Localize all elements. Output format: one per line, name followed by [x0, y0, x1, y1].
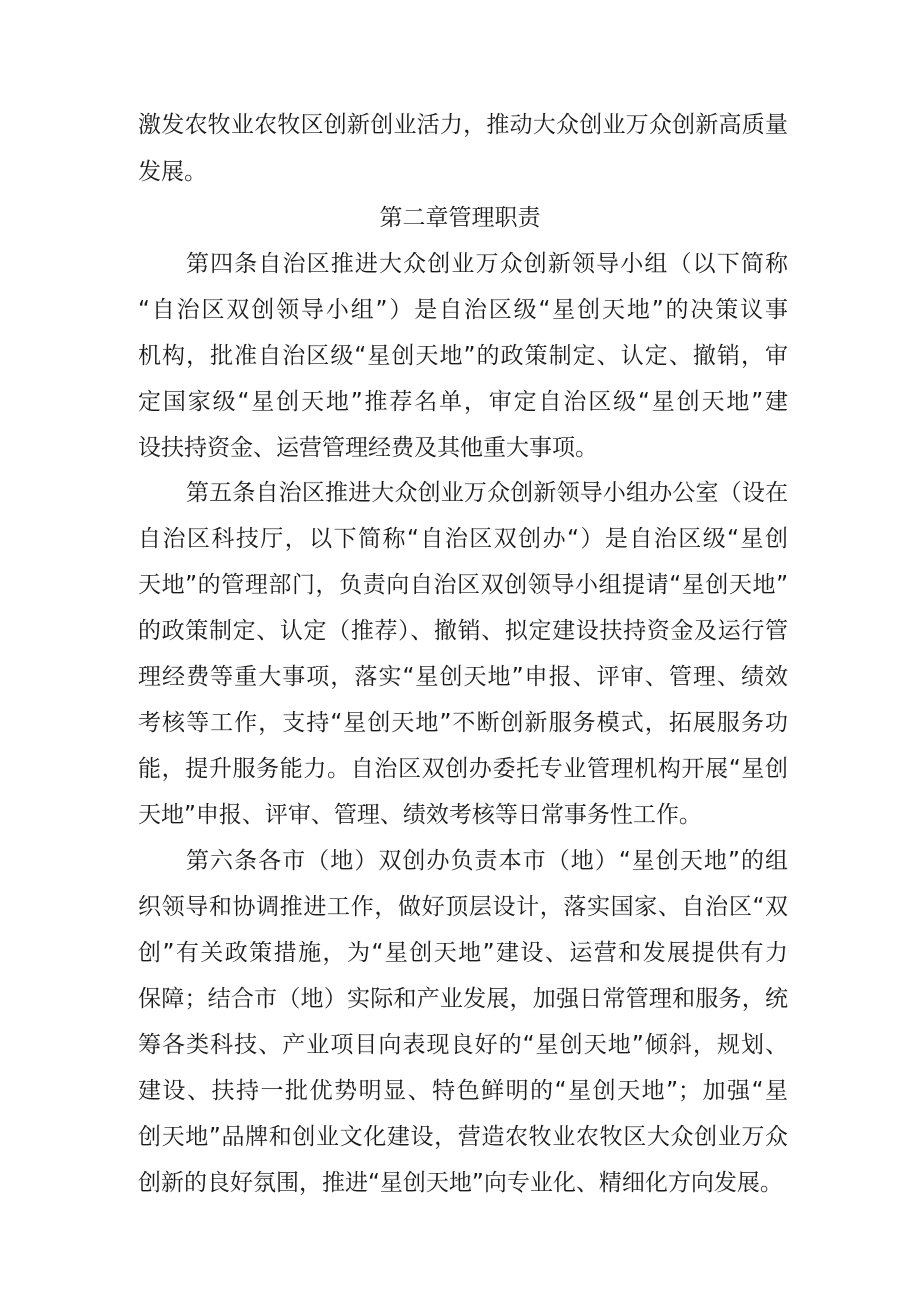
- article-6-label: 第六条: [186, 848, 259, 874]
- article-5-line-7: 能，提升服务能力。自治区双创办委托专业管理机构开展“星创: [138, 756, 788, 782]
- article-4-first-line: [186, 242, 788, 286]
- article-6-line-5: 筹各类科技、产业项目向表现良好的“星创天地”倾斜，规划、: [138, 1032, 788, 1058]
- article-6-line-3: 创”有关政策措施，为“星创天地”建设、运营和发展提供有力: [138, 940, 788, 966]
- article-6-line-4: 保障；结合市（地）实际和产业发展，加强日常管理和服务，统: [138, 986, 788, 1012]
- article-4-line-4: 定国家级“星创天地”推荐名单，审定自治区级“星创天地”建: [138, 389, 788, 415]
- article-5-line-4: 的政策制定、认定（推荐）、撤销、拟定建设扶持资金及运行管: [138, 618, 788, 644]
- article-6-first-line: [186, 839, 788, 883]
- article-5-line-2: 自治区科技厅，以下简称“自治区双创办“）是自治区级“星创: [138, 526, 788, 552]
- article-6-line-1: 各市（地）双创办负责本市（地）“星创天地”的组: [258, 848, 788, 874]
- intro-line-1: 激发农牧业农牧区创新创业活力，推动大众创业万众创新高质量: [138, 112, 788, 138]
- article-5-line-8: 天地”申报、评审、管理、绩效考核等日常事务性工作。: [138, 802, 702, 828]
- article-5-line-6: 考核等工作，支持“星创天地”不断创新服务模式，拓展服务功: [138, 710, 788, 736]
- article-4-line-2: “自治区双创领导小组”）是自治区级“星创天地”的决策议事: [138, 297, 788, 323]
- article-4-label: 第四条: [186, 251, 259, 277]
- article-5-label: 第五条: [186, 480, 256, 506]
- article-4-line-3: 机构，批准自治区级“星创天地”的政策制定、认定、撤销，审: [138, 343, 788, 369]
- article-4-line-5: 设扶持资金、运营管理经费及其他重大事项。: [138, 435, 598, 461]
- article-4-line-1: 自治区推进大众创业万众创新领导小组（以下简称: [258, 251, 788, 277]
- article-5-line-1: 自治区推进大众创业万众创新领导小组办公室（设在: [255, 480, 789, 506]
- article-6-line-7: 创天地”品牌和创业文化建设，营造农牧业农牧区大众创业万众: [138, 1124, 788, 1150]
- article-5-line-5: 理经费等重大事项，落实“星创天地”申报、评审、管理、绩效: [138, 664, 788, 690]
- article-6-line-6: 建设、扶持一批优势明显、特色鲜明的“星创天地”；加强“星: [138, 1078, 788, 1104]
- article-6-line-2: 织领导和协调推进工作，做好顶层设计，落实国家、自治区“双: [138, 894, 788, 920]
- article-5-first-line: [186, 471, 788, 515]
- article-5-line-3: 天地”的管理部门，负责向自治区双创领导小组提请“星创天地”: [138, 572, 788, 598]
- intro-line-2: 发展。: [138, 159, 207, 185]
- chapter-heading: 第二章管理职责: [379, 205, 541, 231]
- article-6-line-8: 创新的良好氛围，推进“星创天地”向专业化、精细化方向发展。: [138, 1170, 783, 1196]
